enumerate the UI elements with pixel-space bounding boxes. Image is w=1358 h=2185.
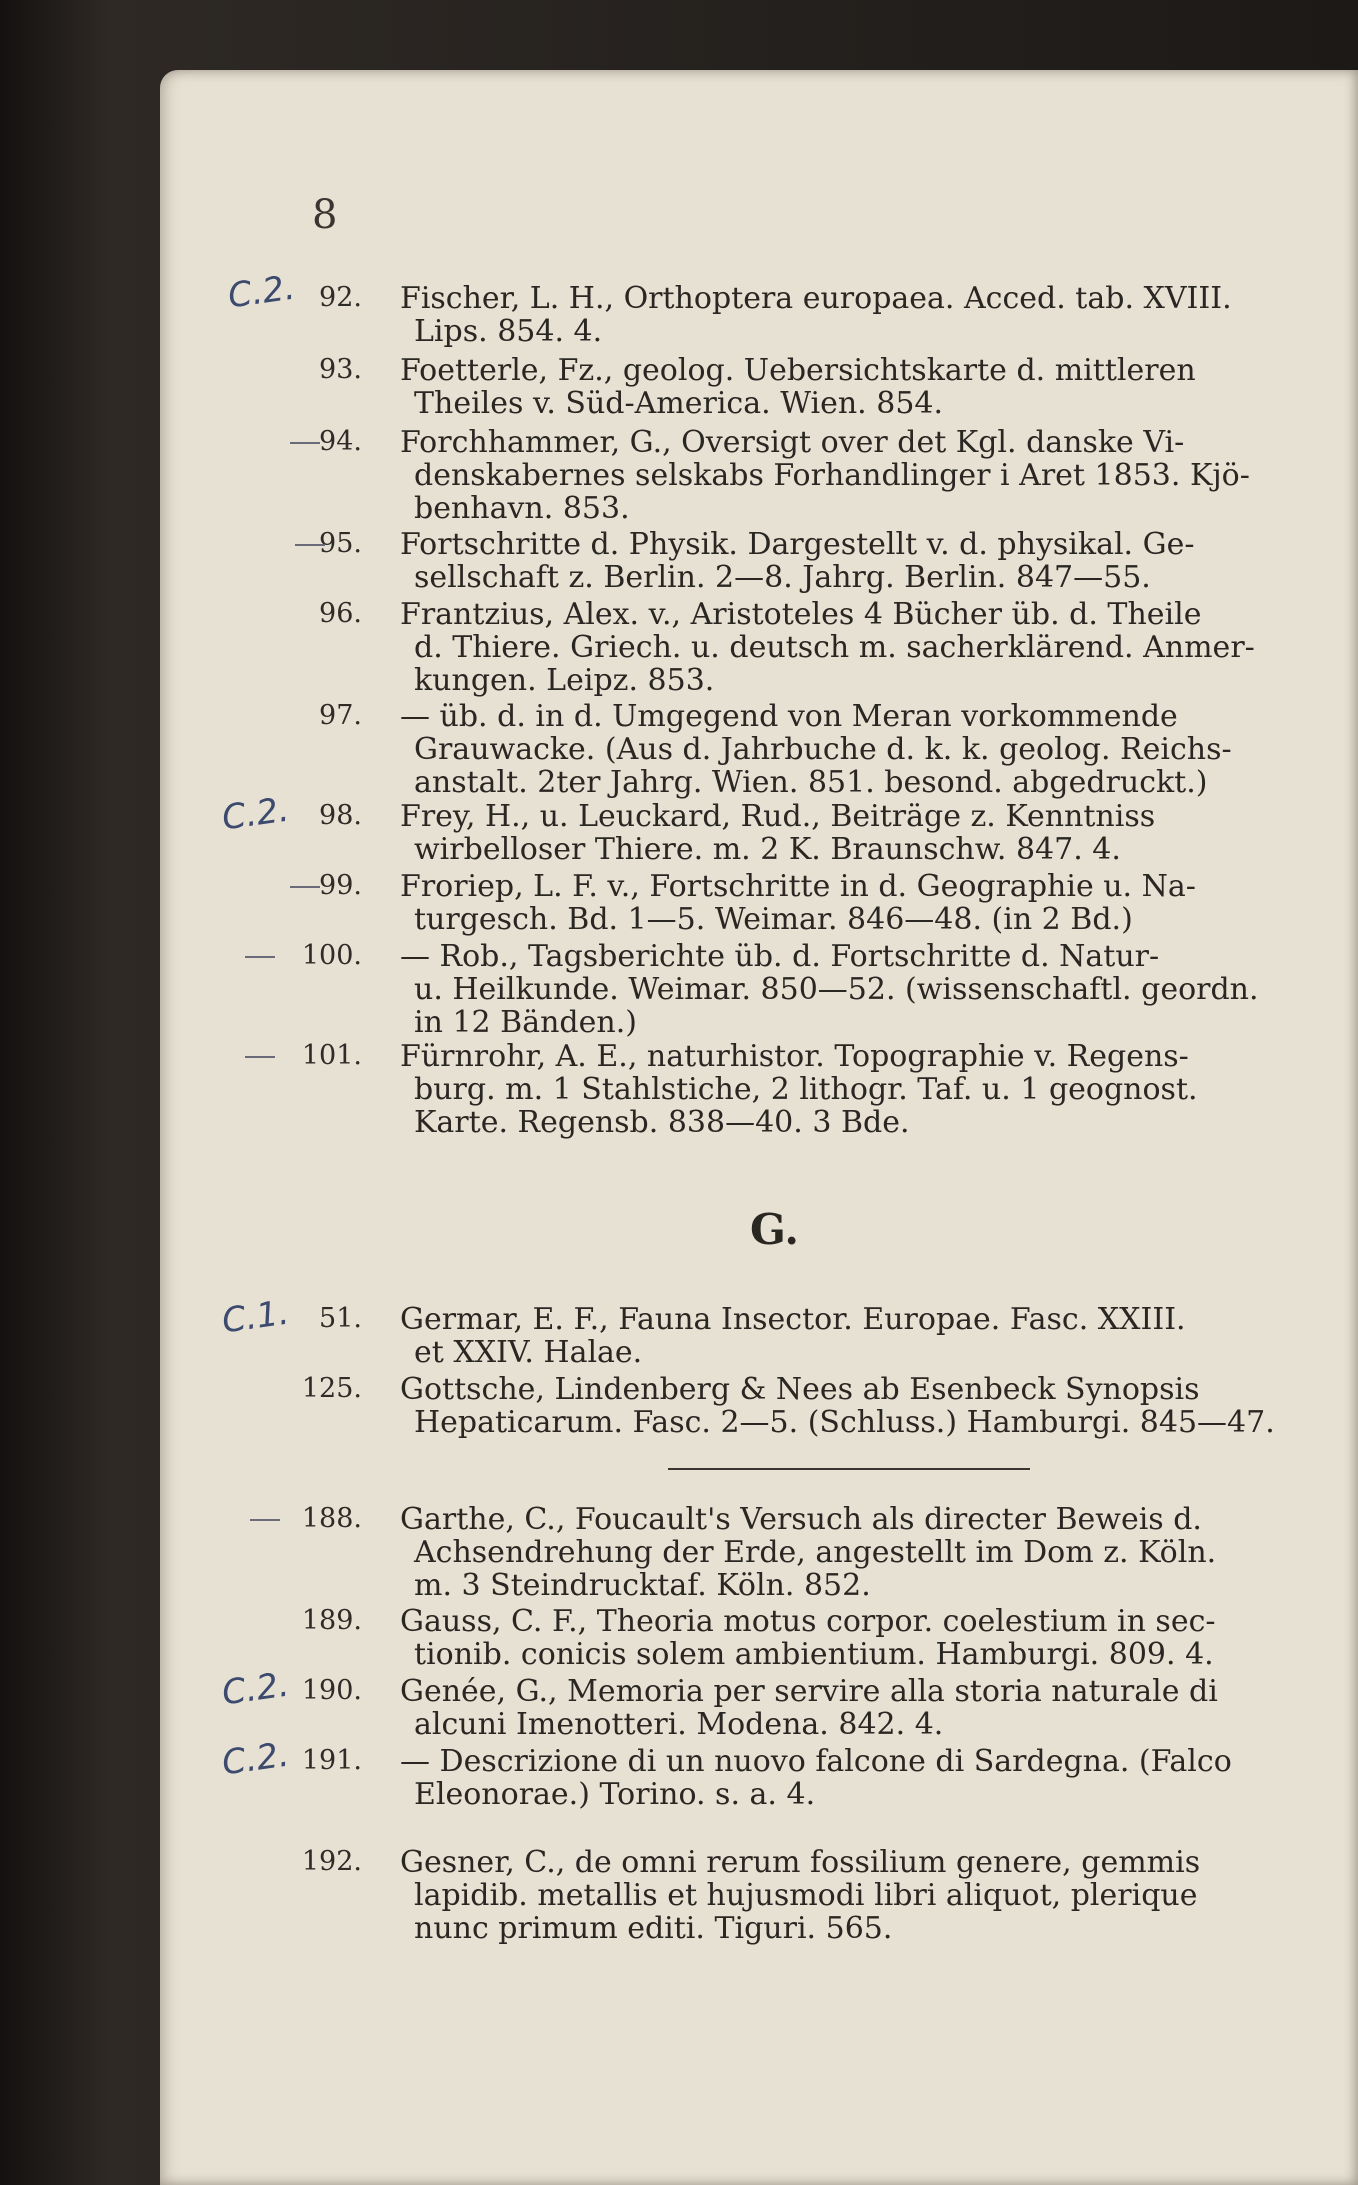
entry-line: — Descrizione di un nuovo falcone di Sardegna. (Falco (400, 1744, 1232, 1779)
entry-number: 188. (301, 1503, 362, 1534)
entry-line: Frantzius, Alex. v., Aristoteles 4 Bücher üb. d. Theile (400, 597, 1202, 632)
entry-text (400, 528, 1260, 594)
entry-text (400, 1605, 1260, 1671)
entry-number: 95. (319, 528, 362, 559)
handwritten-annotation: C.2. (225, 267, 298, 317)
entry-text (400, 1675, 1260, 1741)
entry-line: anstalt. 2ter Jahrg. Wien. 851. besond. abgedruckt.) (414, 765, 1208, 800)
entry-text (400, 426, 1260, 525)
entry-line: Hepaticarum. Fasc. 2—5. (Schluss.) Hamburgi. 845—47. (414, 1405, 1275, 1440)
entry-line: Eleonorae.) Torino. s. a. 4. (414, 1777, 816, 1812)
entry-number: 125. (301, 1373, 362, 1404)
entry-text (400, 870, 1260, 936)
pencil-tick-mark (295, 544, 325, 546)
entry-text (400, 1745, 1260, 1811)
entry-number: 101. (301, 1040, 362, 1071)
section-heading-g: G. (750, 1205, 799, 1254)
entry-line: kungen. Leipz. 853. (414, 663, 715, 698)
entry-text (400, 354, 1260, 420)
entry-number: 99. (319, 870, 362, 901)
handwritten-annotation: C.2. (219, 1664, 292, 1714)
entry-line: et XXIV. Halae. (414, 1335, 643, 1370)
entry-text (400, 598, 1260, 697)
entry-line: Gauss, C. F., Theoria motus corpor. coelestium in sec- (400, 1604, 1216, 1639)
entry-line: burg. m. 1 Stahlstiche, 2 lithogr. Taf. u. 1 geognost. (414, 1072, 1198, 1107)
entry-text (400, 1846, 1260, 1945)
entry-line: Theiles v. Süd-America. Wien. 854. (414, 386, 944, 421)
entry-line: d. Thiere. Griech. u. deutsch m. sacherklärend. Anmer- (414, 630, 1255, 665)
entry-line: wirbelloser Thiere. m. 2 K. Braunschw. 847. 4. (414, 832, 1121, 867)
entry-line: — üb. d. in d. Umgegend von Meran vorkommende (400, 699, 1178, 734)
entry-line: Garthe, C., Foucault's Versuch als directer Beweis d. (400, 1502, 1202, 1537)
entry-line: sellschaft z. Berlin. 2—8. Jahrg. Berlin. 847—55. (414, 560, 1151, 595)
entry-text (400, 800, 1260, 866)
entry-number: 51. (319, 1303, 362, 1334)
pencil-tick-mark (245, 956, 275, 958)
entry-line: — Rob., Tagsberichte üb. d. Fortschritte d. Natur- (400, 939, 1160, 974)
entry-line: nunc primum editi. Tiguri. 565. (414, 1911, 893, 1946)
entry-line: tionib. conicis solem ambientium. Hamburgi. 809. 4. (414, 1637, 1214, 1672)
entry-line: Fürnrohr, A. E., naturhistor. Topographie v. Regens- (400, 1039, 1189, 1074)
pencil-tick-mark (245, 1056, 275, 1058)
entry-line: Frey, H., u. Leuckard, Rud., Beiträge z. Kenntniss (400, 799, 1156, 834)
handwritten-annotation: C.2. (219, 789, 292, 839)
entry-text (400, 940, 1260, 1039)
entry-text (400, 1303, 1260, 1369)
entry-number: 192. (301, 1846, 362, 1877)
pencil-tick-mark (290, 442, 320, 444)
pencil-tick-mark (250, 1519, 280, 1521)
entry-line: Forchhammer, G., Oversigt over det Kgl. danske Vi- (400, 425, 1185, 460)
entry-text (400, 282, 1260, 348)
entry-line: in 12 Bänden.) (414, 1005, 637, 1040)
entry-line: benhavn. 853. (414, 491, 630, 526)
entry-line: u. Heilkunde. Weimar. 850—52. (wissenschaftl. geordn. (414, 972, 1259, 1007)
section-divider (668, 1468, 1030, 1470)
entry-line: Froriep, L. F. v., Fortschritte in d. Geographie u. Na- (400, 869, 1196, 904)
entry-number: 92. (319, 282, 362, 313)
entry-line: m. 3 Steindrucktaf. Köln. 852. (414, 1568, 871, 1603)
entry-line: Fortschritte d. Physik. Dargestellt v. d. physikal. Ge- (400, 527, 1195, 562)
page-number: 8 (312, 192, 338, 238)
entry-number: 93. (319, 354, 362, 385)
entry-number: 98. (319, 800, 362, 831)
entry-line: Genée, G., Memoria per servire alla storia naturale di (400, 1674, 1218, 1709)
entry-text (400, 1372, 1275, 1440)
entry-line: Foetterle, Fz., geolog. Uebersichtskarte d. mittleren (400, 353, 1196, 388)
entry-number: 190. (301, 1675, 362, 1706)
entry-number: 191. (301, 1745, 362, 1776)
handwritten-annotation: C.1. (219, 1292, 292, 1342)
pencil-tick-mark (290, 886, 320, 888)
entry-line: Achsendrehung der Erde, angestellt im Dom z. Köln. (414, 1535, 1217, 1570)
entry-line: alcuni Imenotteri. Modena. 842. 4. (414, 1707, 944, 1742)
entry-number: 189. (301, 1605, 362, 1636)
entry-line: Gesner, C., de omni rerum fossilium genere, gemmis (400, 1845, 1201, 1880)
entry-line: Lips. 854. 4. (414, 314, 603, 349)
entry-line: Grauwacke. (Aus d. Jahrbuche d. k. k. geolog. Reichs- (414, 732, 1232, 767)
entry-number: 94. (319, 426, 362, 457)
entry-number: 97. (319, 700, 362, 731)
entry-line: lapidib. metallis et hujusmodi libri aliquot, plerique (414, 1878, 1198, 1913)
entry-line: denskabernes selskabs Forhandlinger i Aret 1853. Kjö- (414, 458, 1250, 493)
entry-text (400, 1503, 1260, 1602)
entry-text (400, 1040, 1260, 1139)
entry-line: Fischer, L. H., Orthoptera europaea. Acced. tab. XVIII. (400, 281, 1232, 316)
entry-line: turgesch. Bd. 1—5. Weimar. 846—48. (in 2 Bd.) (414, 902, 1133, 937)
entry-text (400, 700, 1260, 799)
entry-number: 96. (319, 598, 362, 629)
entry-number: 100. (301, 940, 362, 971)
handwritten-annotation: C.2. (219, 1734, 292, 1784)
entry-line: Germar, E. F., Fauna Insector. Europae. Fasc. XXIII. (400, 1302, 1186, 1337)
entry-line: Karte. Regensb. 838—40. 3 Bde. (414, 1105, 910, 1140)
entry-line: Gottsche, Lindenberg & Nees ab Esenbeck Synopsis (400, 1372, 1200, 1407)
